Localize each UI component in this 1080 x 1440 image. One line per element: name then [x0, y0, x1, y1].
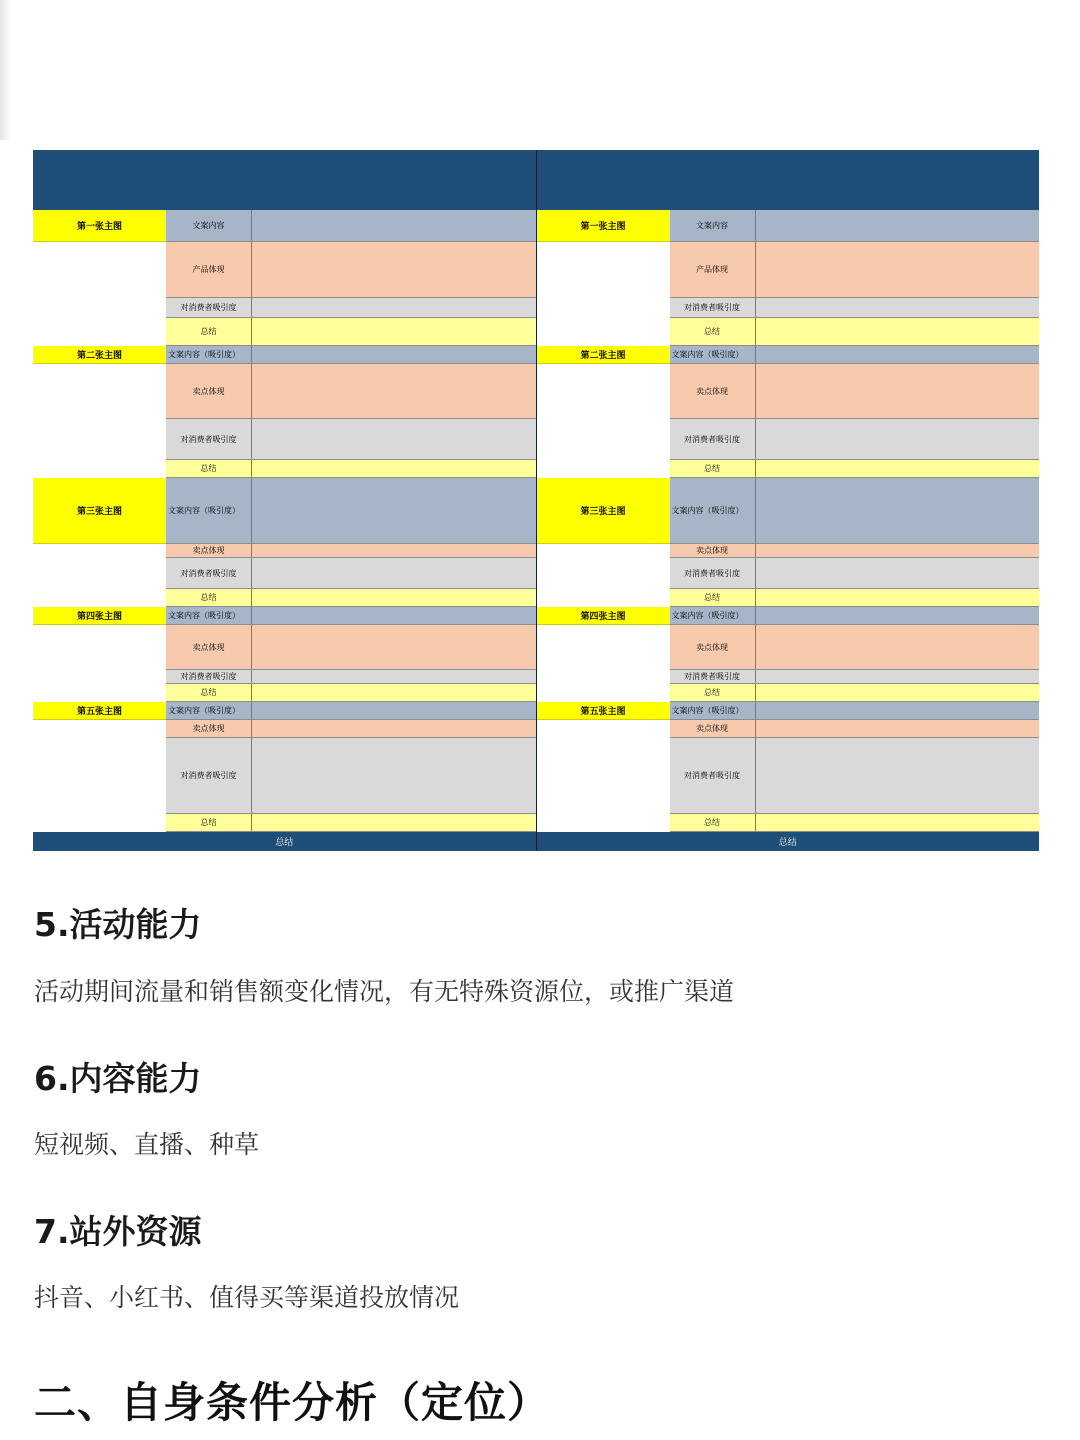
image-block [537, 702, 1040, 832]
row-value-cell [756, 544, 1040, 557]
row-label: 总结 [166, 318, 252, 345]
row-label: 文案内容（吸引度） [166, 346, 252, 363]
image-block [33, 702, 536, 832]
row-value-cell [252, 558, 536, 588]
row-label: 总结 [670, 460, 756, 477]
image-placeholder [537, 242, 670, 346]
table-row [166, 298, 536, 318]
row-label: 对消费者吸引度 [166, 670, 252, 683]
row-value-cell [252, 670, 536, 683]
row-value-cell [252, 625, 536, 669]
image-label: 第五张主图 [33, 702, 166, 720]
table-row [670, 478, 1040, 544]
page-edge-shadow [0, 0, 12, 140]
row-value-cell [756, 720, 1040, 737]
row-label: 对消费者吸引度 [166, 298, 252, 317]
row-label: 总结 [166, 589, 252, 606]
row-value-cell [756, 589, 1040, 606]
sheet-panel [33, 150, 536, 851]
table-row [166, 346, 536, 364]
table-row [166, 607, 536, 625]
row-value-cell [252, 589, 536, 606]
table-row [670, 460, 1040, 478]
sheet-panel-header [537, 150, 1040, 210]
row-value-cell [252, 298, 536, 317]
image-placeholder [537, 625, 670, 702]
section-body-activity: 活动期间流量和销售额变化情况，有无特殊资源位，或推广渠道 [34, 977, 735, 1006]
row-value-cell [252, 478, 536, 543]
table-row [670, 210, 1040, 242]
section-heading-activity: 5.活动能力 [34, 905, 202, 944]
sheet-panel [536, 150, 1040, 851]
row-value-cell [756, 242, 1040, 297]
row-value-cell [252, 607, 536, 624]
row-value-cell [756, 298, 1040, 317]
row-value-cell [756, 419, 1040, 459]
row-value-cell [756, 318, 1040, 345]
row-value-cell [252, 684, 536, 701]
image-block [33, 210, 536, 346]
table-row [670, 702, 1040, 720]
row-value-cell [252, 364, 536, 418]
row-label: 总结 [166, 460, 252, 477]
sheet-footer-summary: 总结 [537, 832, 1040, 851]
image-placeholder [33, 242, 166, 346]
table-row [166, 738, 536, 814]
image-placeholder [33, 625, 166, 702]
row-label: 文案内容（吸引度） [166, 478, 252, 543]
row-label: 总结 [670, 684, 756, 701]
table-row [166, 670, 536, 684]
image-label: 第四张主图 [537, 607, 670, 625]
image-block [537, 346, 1040, 478]
image-placeholder [33, 544, 166, 607]
section-heading-content: 6.内容能力 [34, 1059, 202, 1098]
row-label: 总结 [670, 589, 756, 606]
row-value-cell [756, 364, 1040, 418]
row-value-cell [252, 544, 536, 557]
table-row [670, 298, 1040, 318]
table-row [166, 558, 536, 589]
row-value-cell [252, 318, 536, 345]
image-block [537, 210, 1040, 346]
table-row [166, 814, 536, 832]
table-row [670, 242, 1040, 298]
table-row [670, 544, 1040, 558]
row-value-cell [756, 814, 1040, 831]
image-placeholder [537, 364, 670, 478]
row-label: 对消费者吸引度 [670, 298, 756, 317]
row-value-cell [756, 478, 1040, 543]
image-label: 第四张主图 [33, 607, 166, 625]
table-row [166, 720, 536, 738]
row-value-cell [756, 460, 1040, 477]
image-placeholder [537, 544, 670, 607]
row-label: 卖点体现 [670, 364, 756, 418]
section-body-offsite: 抖音、小红书、值得买等渠道投放情况 [34, 1283, 460, 1312]
row-label: 总结 [670, 318, 756, 345]
row-label: 总结 [670, 814, 756, 831]
table-row [670, 364, 1040, 419]
row-value-cell [756, 346, 1040, 363]
image-block [537, 478, 1040, 607]
table-row [670, 720, 1040, 738]
table-row [166, 210, 536, 242]
table-row [166, 419, 536, 460]
row-label: 卖点体现 [166, 544, 252, 557]
image-label: 第一张主图 [537, 210, 670, 242]
table-row [670, 738, 1040, 814]
image-label: 第一张主图 [33, 210, 166, 242]
table-row [166, 589, 536, 607]
table-row [166, 544, 536, 558]
row-value-cell [252, 720, 536, 737]
image-block [537, 607, 1040, 702]
row-label: 卖点体现 [166, 720, 252, 737]
row-label: 对消费者吸引度 [670, 419, 756, 459]
row-value-cell [252, 738, 536, 813]
row-label: 卖点体现 [166, 364, 252, 418]
row-value-cell [756, 738, 1040, 813]
row-value-cell [252, 210, 536, 241]
sheet-footer-summary: 总结 [33, 832, 536, 851]
table-row [670, 589, 1040, 607]
row-label: 卖点体现 [166, 625, 252, 669]
table-row [670, 419, 1040, 460]
image-placeholder [33, 720, 166, 832]
table-row [670, 625, 1040, 670]
row-label: 总结 [166, 814, 252, 831]
row-value-cell [252, 419, 536, 459]
table-row [670, 814, 1040, 832]
row-label: 对消费者吸引度 [670, 558, 756, 588]
row-label: 文案内容（吸引度） [670, 607, 756, 624]
row-value-cell [756, 607, 1040, 624]
image-placeholder [537, 720, 670, 832]
main-heading-self-analysis: 二、自身条件分析（定位） [34, 1378, 551, 1427]
row-label: 总结 [166, 684, 252, 701]
table-row [670, 684, 1040, 702]
row-value-cell [756, 670, 1040, 683]
image-label: 第二张主图 [33, 346, 166, 364]
row-label: 文案内容（吸引度） [166, 607, 252, 624]
sheet-panel-header [33, 150, 536, 210]
table-row [670, 558, 1040, 589]
row-label: 文案内容（吸引度） [166, 702, 252, 719]
row-value-cell [252, 702, 536, 719]
row-label: 文案内容（吸引度） [670, 346, 756, 363]
row-label: 文案内容（吸引度） [670, 478, 756, 543]
table-row [166, 460, 536, 478]
row-label: 卖点体现 [670, 720, 756, 737]
image-label: 第二张主图 [537, 346, 670, 364]
table-row [166, 625, 536, 670]
row-value-cell [252, 460, 536, 477]
row-label: 对消费者吸引度 [670, 670, 756, 683]
table-row [670, 670, 1040, 684]
table-row [166, 364, 536, 419]
row-label: 文案内容 [166, 210, 252, 241]
row-label: 文案内容（吸引度） [670, 702, 756, 719]
row-label: 产品体现 [670, 242, 756, 297]
row-label: 文案内容 [670, 210, 756, 241]
row-value-cell [252, 346, 536, 363]
image-block [33, 346, 536, 478]
image-placeholder [33, 364, 166, 478]
image-label: 第五张主图 [537, 702, 670, 720]
row-value-cell [252, 814, 536, 831]
table-row [166, 684, 536, 702]
image-block [33, 478, 536, 607]
row-value-cell [756, 625, 1040, 669]
table-row [166, 478, 536, 544]
row-label: 对消费者吸引度 [166, 558, 252, 588]
row-label: 对消费者吸引度 [166, 419, 252, 459]
row-value-cell [756, 684, 1040, 701]
image-label: 第三张主图 [33, 478, 166, 544]
row-value-cell [756, 702, 1040, 719]
row-label: 产品体现 [166, 242, 252, 297]
table-row [166, 702, 536, 720]
table-row [670, 607, 1040, 625]
section-body-content: 短视频、直播、种草 [34, 1130, 260, 1159]
row-value-cell [756, 558, 1040, 588]
table-row [166, 318, 536, 346]
image-label: 第三张主图 [537, 478, 670, 544]
row-value-cell [756, 210, 1040, 241]
image-block [33, 607, 536, 702]
table-row [670, 318, 1040, 346]
row-value-cell [252, 242, 536, 297]
row-label: 对消费者吸引度 [166, 738, 252, 813]
row-label: 卖点体现 [670, 625, 756, 669]
main-image-analysis-spreadsheet [33, 150, 1039, 851]
section-heading-offsite: 7.站外资源 [34, 1212, 202, 1251]
row-label: 卖点体现 [670, 544, 756, 557]
table-row [166, 242, 536, 298]
row-label: 对消费者吸引度 [670, 738, 756, 813]
table-row [670, 346, 1040, 364]
